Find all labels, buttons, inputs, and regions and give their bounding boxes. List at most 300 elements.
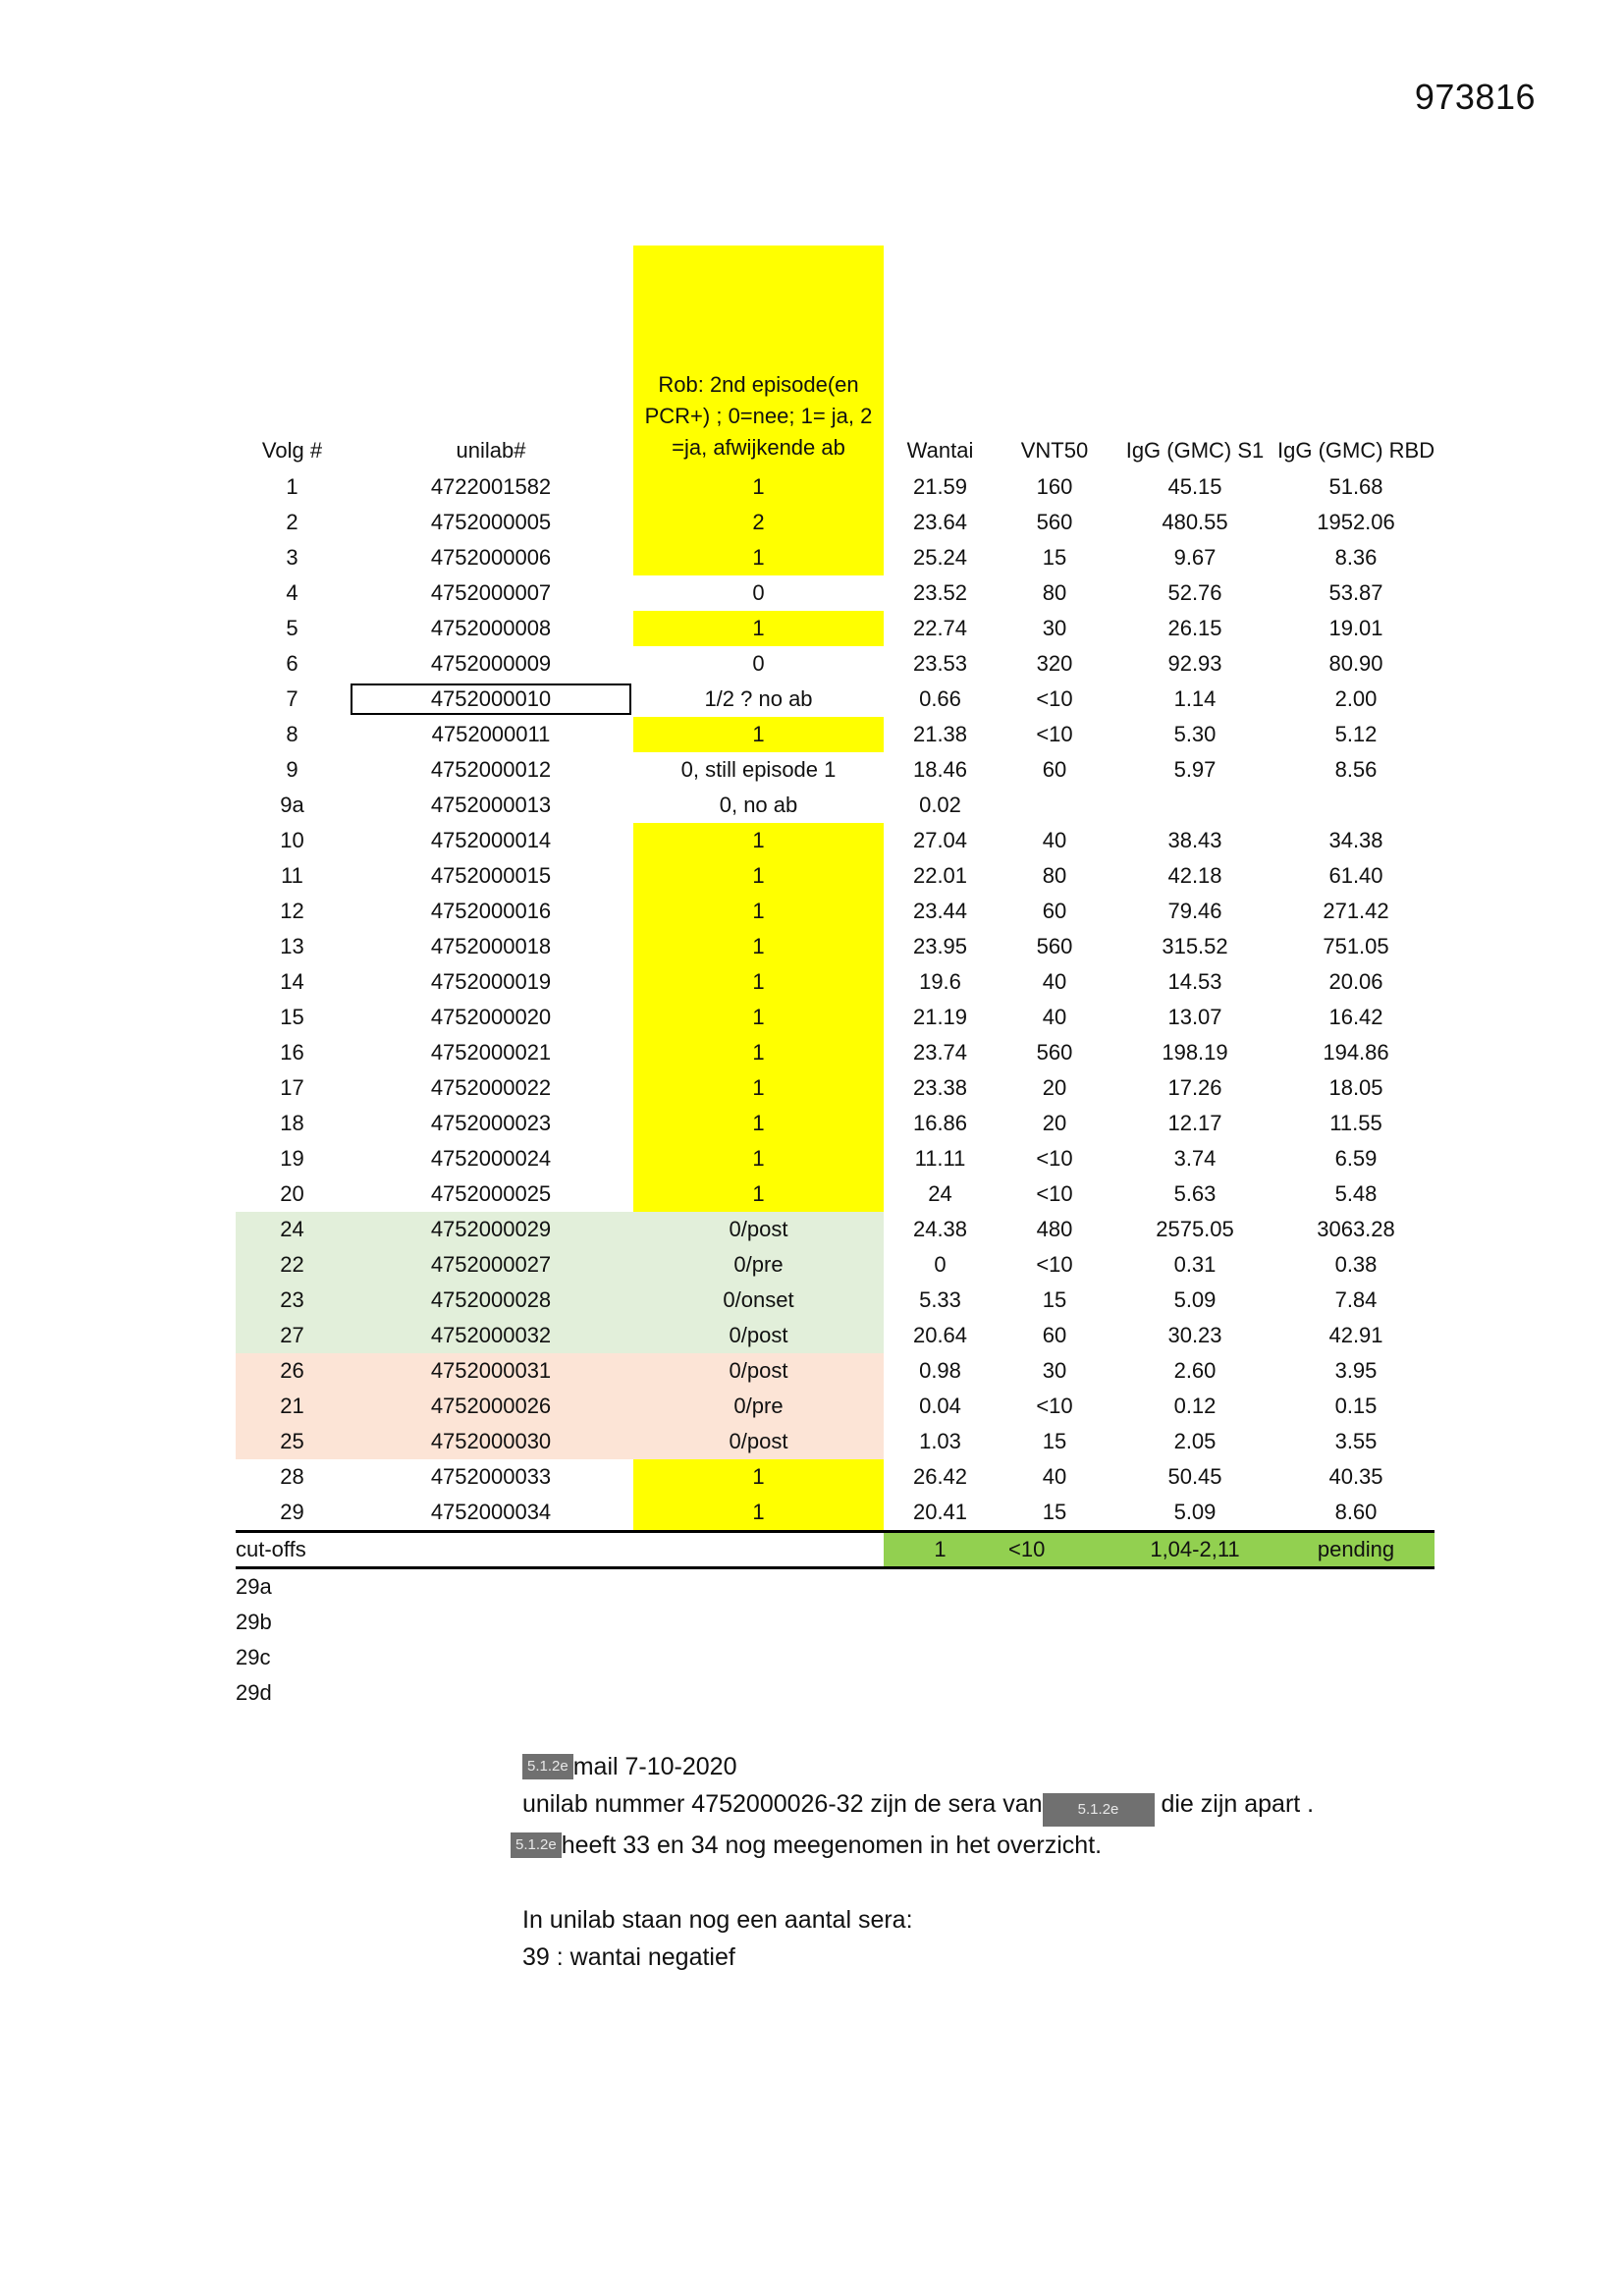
cell-rob: 0/pre: [633, 1247, 884, 1283]
cell-unilab: 4752000009: [430, 651, 552, 676]
cell-igg-s1: 50.45: [1167, 1464, 1222, 1489]
cell-empty: [349, 1675, 633, 1711]
cell-rob: 0/post: [633, 1212, 884, 1247]
cell-rob: 1: [633, 540, 884, 575]
cell-igg-rbd: 0.15: [1334, 1394, 1378, 1418]
cell-unilab: 4752000010: [349, 682, 633, 717]
cell-wantai: 11.11: [914, 1146, 966, 1171]
cell-vnt50: 40: [1042, 1005, 1067, 1029]
cell-unilab: 4752000020: [430, 1005, 552, 1029]
cell-wantai: 0.04: [919, 1394, 961, 1418]
cell-empty: [997, 1605, 1112, 1640]
cell-empty: [997, 1675, 1112, 1711]
header-unilab: unilab#: [456, 438, 526, 463]
cell-volg: 10: [280, 828, 304, 852]
note-text: unilab nummer 4752000026-32 zijn de sera van: [522, 1790, 1043, 1818]
cell-unilab: 4752000016: [430, 899, 552, 923]
table-row: [236, 1070, 1435, 1106]
table-row: [236, 1424, 1435, 1459]
cell-igg-s1: 5.09: [1173, 1287, 1217, 1312]
cell-unilab: 4752000025: [430, 1181, 552, 1206]
cell-igg-rbd: 271.42: [1323, 899, 1389, 923]
cell-igg-rbd: 1952.06: [1317, 510, 1395, 534]
cell-igg-rbd: 3.95: [1334, 1358, 1378, 1383]
table-row: [236, 894, 1435, 929]
cell-vnt50: 15: [1042, 1287, 1067, 1312]
cell-wantai: 18.46: [912, 757, 968, 782]
cell-rob: 0/post: [633, 1424, 884, 1459]
cell-empty: [1277, 1640, 1435, 1675]
results-table: [236, 246, 1435, 1711]
cell-volg: 29a: [236, 1574, 272, 1599]
cell-rob: 1: [633, 717, 884, 752]
cell-igg-s1: 30.23: [1167, 1323, 1222, 1347]
note-line-4: In unilab staan nog een aantal sera:: [522, 1906, 913, 1934]
cell-igg-rbd: 53.87: [1328, 580, 1383, 605]
cell-unilab: 4752000033: [430, 1464, 552, 1489]
redaction-box: 5.1.2e: [522, 1754, 573, 1779]
cell-empty: [884, 1675, 997, 1711]
cell-igg-rbd: 751.05: [1323, 934, 1389, 958]
cell-rob: 1/2 ? no ab: [704, 686, 813, 711]
cell-vnt50: 20: [1042, 1075, 1067, 1100]
cell-volg: 22: [236, 1247, 349, 1283]
cell-rob: 1: [633, 894, 884, 929]
spreadsheet: [236, 246, 1435, 1711]
header-igg-rbd: IgG (GMC) RBD: [1277, 438, 1435, 463]
cell-wantai: 1.03: [919, 1429, 961, 1453]
cell-igg-rbd: 3063.28: [1317, 1217, 1395, 1241]
table-row: [236, 717, 1435, 752]
cell-rob: 1: [633, 1106, 884, 1141]
cell-empty: [1277, 1568, 1435, 1606]
notes-section: [515, 1748, 1406, 1976]
table-row: [236, 575, 1435, 611]
cell-volg: 27: [236, 1318, 349, 1353]
table-row: [236, 1389, 1435, 1424]
table-header-row: [236, 246, 1435, 469]
cell-volg: 13: [280, 934, 304, 958]
cell-igg-rbd: 5.48: [1334, 1181, 1378, 1206]
cell-igg-s1: 42.18: [1167, 863, 1222, 888]
cell-vnt50: 15: [1042, 1500, 1067, 1524]
table-row: [236, 682, 1435, 717]
cell-rob: 2: [633, 505, 884, 540]
cell-vnt50: <10: [1036, 722, 1073, 746]
cell-rob: 1: [633, 858, 884, 894]
table-row: [236, 1675, 1435, 1711]
cell-rob: 0, no ab: [719, 793, 798, 817]
cell-igg-rbd: 8.36: [1334, 545, 1378, 570]
cell-wantai: 23.53: [912, 651, 968, 676]
cell-rob: 0/post: [633, 1318, 884, 1353]
cell-empty: [633, 1675, 884, 1711]
cell-vnt50: 160: [1036, 474, 1073, 499]
table-row: [236, 469, 1435, 505]
cell-vnt50: [997, 788, 1112, 823]
cell-igg-rbd: 11.55: [1329, 1111, 1382, 1135]
cell-vnt50: 60: [1042, 899, 1067, 923]
table-row: [236, 1176, 1435, 1212]
cell-igg-rbd: 40.35: [1328, 1464, 1383, 1489]
cell-igg-s1: 2.05: [1173, 1429, 1217, 1453]
cell-rob: 1: [633, 1459, 884, 1495]
cell-unilab: 4722001582: [430, 474, 552, 499]
cell-wantai: 16.86: [912, 1111, 968, 1135]
cell-rob: 0/post: [633, 1353, 884, 1389]
note-spacer: [522, 1864, 1406, 1901]
cell-volg: 4: [286, 580, 298, 605]
cell-volg: 26: [236, 1353, 349, 1389]
cell-rob: 1: [633, 469, 884, 505]
cell-igg-s1: 5.09: [1173, 1500, 1217, 1524]
cell-wantai: 22.01: [912, 863, 968, 888]
cell-empty: [1112, 1640, 1277, 1675]
cell-wantai: 0: [934, 1252, 947, 1277]
table-row: [236, 1035, 1435, 1070]
note-line-3: [511, 1827, 1406, 1864]
cell-wantai: 0.66: [919, 686, 961, 711]
cell-empty: [997, 1568, 1112, 1606]
cell-volg: 1: [286, 474, 298, 499]
table-row: [236, 1318, 1435, 1353]
table-row: [236, 1459, 1435, 1495]
table-row: [236, 1495, 1435, 1532]
cell-vnt50: 560: [1036, 510, 1073, 534]
cell-wantai: 27.04: [912, 828, 968, 852]
cell-unilab: 4752000023: [430, 1111, 552, 1135]
cell-wantai: 23.64: [912, 510, 968, 534]
table-row: [236, 929, 1435, 964]
cell-empty: [1277, 1605, 1435, 1640]
cell-volg: 28: [280, 1464, 304, 1489]
table-row: [236, 752, 1435, 788]
cell-wantai: 5.33: [919, 1287, 961, 1312]
cell-unilab: 4752000006: [430, 545, 552, 570]
cell-rob: 1: [633, 1000, 884, 1035]
cell-vnt50: 60: [1042, 1323, 1067, 1347]
cell-igg-rbd: 19.01: [1328, 616, 1383, 640]
header-vnt50: VNT50: [1020, 438, 1089, 463]
cell-unilab: 4752000015: [430, 863, 552, 888]
cell-igg-s1: 26.15: [1167, 616, 1222, 640]
cell-unilab: 4752000021: [430, 1040, 552, 1065]
cell-rob: 1: [633, 1070, 884, 1106]
cell-wantai: 25.24: [912, 545, 968, 570]
note-line-1: [522, 1748, 1406, 1785]
cell-wantai: 21.38: [912, 722, 968, 746]
cell-volg: 19: [280, 1146, 304, 1171]
cell-volg: 7: [286, 686, 298, 711]
cell-empty: [884, 1568, 997, 1606]
cell-unilab: 4752000008: [430, 616, 552, 640]
cell-wantai: 26.42: [912, 1464, 968, 1489]
redaction-box: 5.1.2e: [1043, 1793, 1155, 1827]
cell-unilab: 4752000022: [430, 1075, 552, 1100]
cell-wantai: 20.64: [912, 1323, 968, 1347]
cell-vnt50: <10: [1036, 1394, 1073, 1418]
cell-wantai: 21.59: [912, 474, 968, 499]
cell-rob: 1: [633, 1141, 884, 1176]
note-mail-date: mail 7-10-2020: [572, 1753, 737, 1780]
cell-igg-rbd: 194.86: [1323, 1040, 1389, 1065]
cutoff-empty: [633, 1532, 884, 1568]
cell-volg: 24: [236, 1212, 349, 1247]
cell-igg-s1: 14.53: [1167, 969, 1222, 994]
table-row: [236, 1000, 1435, 1035]
cell-unilab: 4752000034: [430, 1500, 552, 1524]
redaction-box: 5.1.2e: [511, 1832, 562, 1858]
cell-unilab: 4752000024: [430, 1146, 552, 1171]
table-row: [236, 788, 1435, 823]
cell-volg: 6: [286, 651, 298, 676]
cell-volg: 29b: [236, 1610, 272, 1634]
cell-vnt50: 40: [1042, 828, 1067, 852]
table-row: [236, 964, 1435, 1000]
cell-rob: 1: [633, 1495, 884, 1532]
cell-volg: 12: [280, 899, 304, 923]
table-row: [236, 1106, 1435, 1141]
table-row: [236, 858, 1435, 894]
cell-unilab: 4752000019: [430, 969, 552, 994]
cell-igg-s1: 315.52: [1162, 934, 1228, 958]
cell-unilab: 4752000007: [430, 580, 552, 605]
document-number: 973816: [1414, 77, 1536, 117]
table-row: [236, 1247, 1435, 1283]
table-row: [236, 1605, 1435, 1640]
cell-empty: [1112, 1568, 1277, 1606]
cell-wantai: 0.02: [919, 793, 961, 817]
cell-empty: [349, 1605, 633, 1640]
cell-igg-rbd: 80.90: [1328, 651, 1383, 676]
cell-volg: 17: [280, 1075, 304, 1100]
table-row: [236, 1568, 1435, 1606]
cell-wantai: 23.38: [912, 1075, 968, 1100]
cell-volg: 29c: [236, 1645, 271, 1669]
cell-unilab: 4752000028: [349, 1283, 633, 1318]
cell-vnt50: <10: [1036, 1252, 1073, 1277]
cell-volg: 16: [280, 1040, 304, 1065]
cell-igg-s1: 5.97: [1173, 757, 1217, 782]
cell-vnt50: 30: [1042, 616, 1067, 640]
table-row: [236, 823, 1435, 858]
cell-igg-s1: 480.55: [1162, 510, 1228, 534]
cell-igg-s1: 45.15: [1167, 474, 1222, 499]
table-row: [236, 1141, 1435, 1176]
cell-igg-rbd: 34.38: [1328, 828, 1383, 852]
cell-volg: 20: [280, 1181, 304, 1206]
table-row: [236, 611, 1435, 646]
cell-igg-s1: 12.17: [1167, 1111, 1222, 1135]
note-text: die zijn apart .: [1154, 1790, 1315, 1818]
cell-rob: 1: [633, 611, 884, 646]
cell-rob: 1: [633, 823, 884, 858]
cell-unilab: 4752000013: [430, 793, 552, 817]
cell-igg-s1: 17.26: [1167, 1075, 1222, 1100]
cell-unilab: 4752000018: [430, 934, 552, 958]
cell-vnt50: 40: [1042, 1464, 1067, 1489]
cell-volg: 11: [281, 863, 303, 888]
cell-igg-s1: 1.14: [1173, 686, 1217, 711]
table-row: [236, 646, 1435, 682]
cell-vnt50: 15: [1042, 1429, 1067, 1453]
cell-volg: 18: [280, 1111, 304, 1135]
cell-empty: [1112, 1675, 1277, 1711]
cell-rob: 0/pre: [633, 1389, 884, 1424]
cell-igg-s1: 198.19: [1162, 1040, 1228, 1065]
cell-igg-s1: 52.76: [1167, 580, 1222, 605]
cell-volg: 14: [280, 969, 304, 994]
cell-unilab: 4752000029: [349, 1212, 633, 1247]
cell-wantai: 23.74: [912, 1040, 968, 1065]
cutoff-igg-s1: 1,04-2,11: [1112, 1532, 1277, 1568]
cell-igg-rbd: 20.06: [1328, 969, 1383, 994]
cell-wantai: 20.41: [912, 1500, 968, 1524]
cutoff-vnt50: <10: [997, 1532, 1112, 1568]
cell-vnt50: <10: [1036, 686, 1073, 711]
cell-igg-rbd: 42.91: [1328, 1323, 1383, 1347]
cell-unilab: 4752000027: [349, 1247, 633, 1283]
cell-vnt50: 560: [1036, 1040, 1073, 1065]
cell-igg-rbd: 0.38: [1334, 1252, 1378, 1277]
cell-vnt50: 80: [1042, 863, 1067, 888]
cell-rob: 0: [752, 580, 765, 605]
cell-igg-rbd: 5.12: [1334, 722, 1378, 746]
cell-vnt50: 60: [1042, 757, 1067, 782]
cell-igg-rbd: 51.68: [1328, 474, 1383, 499]
cell-vnt50: 30: [1042, 1358, 1067, 1383]
cell-unilab: 4752000012: [430, 757, 552, 782]
cell-volg: 29d: [236, 1680, 272, 1705]
cell-igg-rbd: 3.55: [1334, 1429, 1378, 1453]
cell-empty: [884, 1605, 997, 1640]
cell-igg-s1: 38.43: [1167, 828, 1222, 852]
cell-wantai: 24.38: [912, 1217, 968, 1241]
cell-vnt50: 15: [1042, 545, 1067, 570]
cell-rob: 0/onset: [633, 1283, 884, 1318]
cutoff-wantai: 1: [884, 1532, 997, 1568]
cutoff-label: cut-offs: [236, 1532, 349, 1568]
cell-igg-s1: 2575.05: [1156, 1217, 1234, 1241]
cell-wantai: 23.52: [912, 580, 968, 605]
cell-unilab: 4752000031: [349, 1353, 633, 1389]
cell-volg: 15: [280, 1005, 304, 1029]
cell-volg: 8: [286, 722, 298, 746]
cell-wantai: 22.74: [912, 616, 968, 640]
cutoff-row: [236, 1532, 1435, 1568]
cell-igg-rbd: 16.42: [1328, 1005, 1383, 1029]
cell-wantai: 19.6: [919, 969, 961, 994]
table-row: [236, 1283, 1435, 1318]
cell-empty: [1112, 1605, 1277, 1640]
cell-igg-s1: 92.93: [1167, 651, 1222, 676]
table-row: [236, 505, 1435, 540]
cell-empty: [633, 1568, 884, 1606]
cell-igg-s1: [1112, 788, 1277, 823]
cell-unilab: 4752000005: [430, 510, 552, 534]
cell-empty: [633, 1605, 884, 1640]
table-row: [236, 1212, 1435, 1247]
cell-igg-rbd: 8.60: [1334, 1500, 1378, 1524]
table-row: [236, 1640, 1435, 1675]
note-line-5: 39 : wantai negatief: [522, 1943, 735, 1971]
cell-wantai: 24: [928, 1181, 952, 1206]
table-row: [236, 1353, 1435, 1389]
cell-igg-rbd: 61.40: [1328, 863, 1383, 888]
cell-volg: 9: [286, 757, 298, 782]
cell-igg-rbd: 6.59: [1334, 1146, 1378, 1171]
cell-volg: 2: [286, 510, 298, 534]
cell-unilab: 4752000011: [431, 722, 551, 746]
cell-igg-s1: 5.63: [1173, 1181, 1217, 1206]
cell-volg: 3: [286, 545, 298, 570]
table-row: [236, 540, 1435, 575]
cell-rob: 0: [752, 651, 765, 676]
header-rob: Rob: 2nd episode(en PCR+) ; 0=nee; 1= ja, 2 =ja, afwijkende ab: [633, 246, 884, 469]
cell-vnt50: 40: [1042, 969, 1067, 994]
cell-unilab: 4752000014: [430, 828, 552, 852]
cell-unilab: 4752000032: [349, 1318, 633, 1353]
cell-empty: [1277, 1675, 1435, 1711]
cell-igg-s1: 79.46: [1167, 899, 1222, 923]
cell-wantai: 23.44: [912, 899, 968, 923]
cell-vnt50: <10: [1036, 1181, 1073, 1206]
cell-vnt50: 80: [1042, 580, 1067, 605]
cell-igg-s1: 0.12: [1173, 1394, 1217, 1418]
cell-vnt50: <10: [1036, 1146, 1073, 1171]
cell-igg-s1: 3.74: [1173, 1146, 1217, 1171]
cell-igg-s1: 13.07: [1167, 1005, 1222, 1029]
cell-wantai: 21.19: [912, 1005, 968, 1029]
cell-empty: [997, 1640, 1112, 1675]
cell-volg: 9a: [280, 793, 304, 817]
cell-rob: 1: [633, 929, 884, 964]
cell-vnt50: 320: [1036, 651, 1073, 676]
cell-igg-s1: 9.67: [1173, 545, 1217, 570]
cell-unilab: 4752000030: [349, 1424, 633, 1459]
cell-igg-rbd: [1277, 788, 1435, 823]
note-line-2: [522, 1785, 1406, 1827]
cutoff-igg-rbd: pending: [1277, 1532, 1435, 1568]
cell-vnt50: 20: [1042, 1111, 1067, 1135]
cell-rob: 1: [633, 964, 884, 1000]
header-igg-s1: IgG (GMC) S1: [1125, 438, 1265, 463]
cell-vnt50: 560: [1036, 934, 1073, 958]
cell-rob: 1: [633, 1035, 884, 1070]
header-volg: Volg #: [261, 438, 323, 463]
cell-volg: 25: [236, 1424, 349, 1459]
header-wantai: Wantai: [906, 438, 974, 463]
cell-volg: 21: [236, 1389, 349, 1424]
cell-vnt50: 480: [1036, 1217, 1073, 1241]
cell-volg: 5: [286, 616, 298, 640]
cell-igg-s1: 2.60: [1173, 1358, 1217, 1383]
cell-empty: [349, 1640, 633, 1675]
cell-rob: 0, still episode 1: [680, 757, 837, 782]
cell-igg-rbd: 2.00: [1334, 686, 1378, 711]
cell-igg-rbd: 7.84: [1334, 1287, 1378, 1312]
cell-rob: 1: [633, 1176, 884, 1212]
cell-igg-rbd: 8.56: [1334, 757, 1378, 782]
note-text: heeft 33 en 34 nog meegenomen in het overzicht.: [561, 1831, 1103, 1859]
cell-volg: 23: [236, 1283, 349, 1318]
cell-wantai: 0.98: [919, 1358, 961, 1383]
cell-igg-rbd: 18.05: [1328, 1075, 1383, 1100]
cell-wantai: 23.95: [912, 934, 968, 958]
cell-igg-s1: 0.31: [1173, 1252, 1217, 1277]
cell-empty: [633, 1640, 884, 1675]
cell-igg-s1: 5.30: [1173, 722, 1217, 746]
